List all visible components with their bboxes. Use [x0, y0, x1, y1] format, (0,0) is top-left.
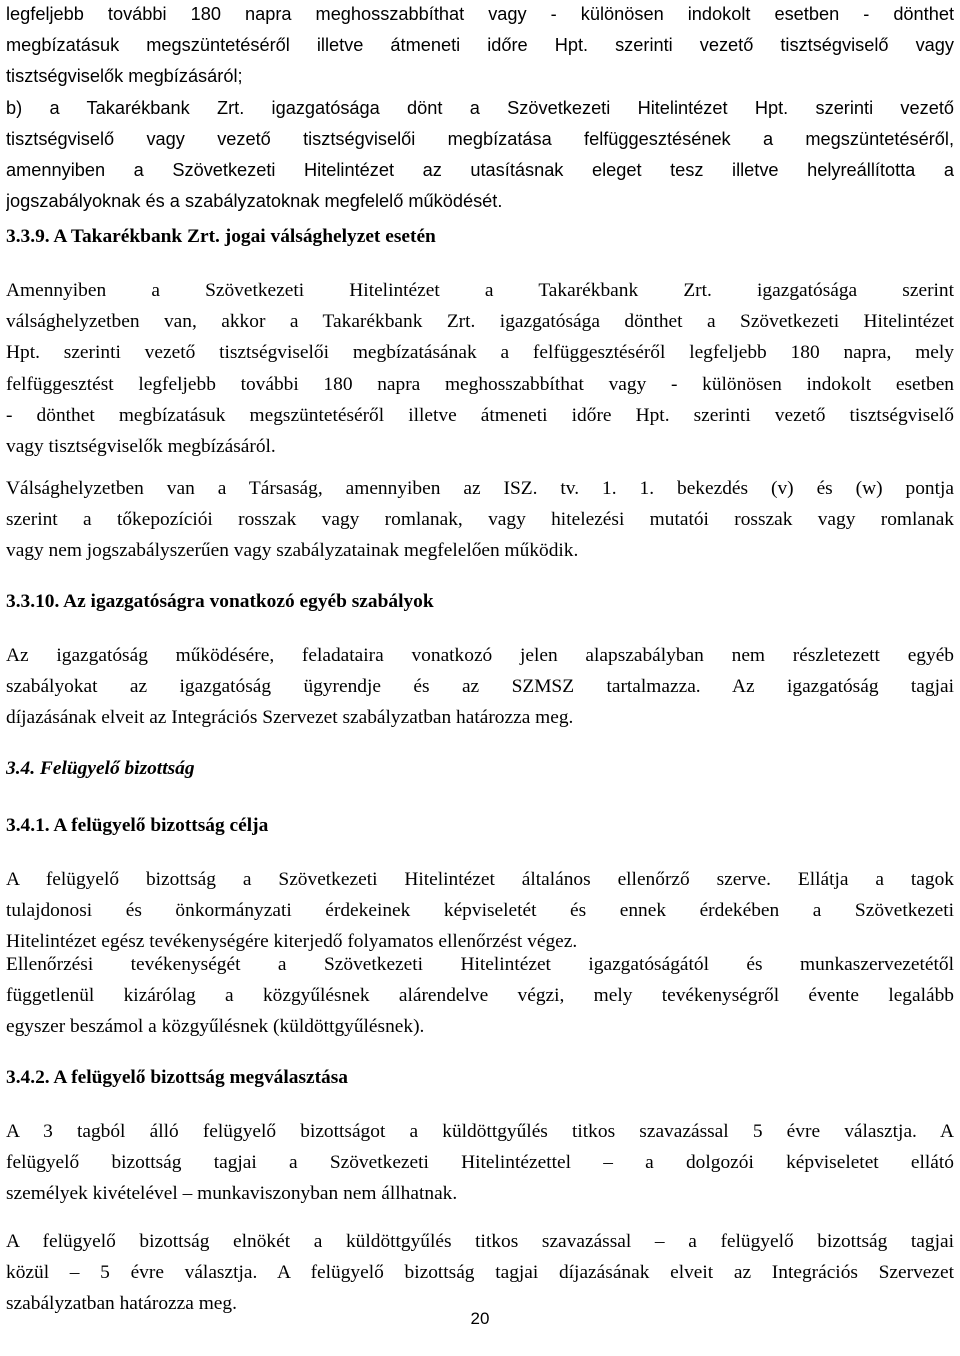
text-line: Válsághelyzetben van a Társaság, amennyiben az ISZ. tv. 1. 1. bekezdés (v) és (w) pontja	[6, 478, 954, 499]
text-line: amennyiben a Szövetkezeti Hitelintézet az utasításnak eleget tesz illetve helyreállította a	[6, 159, 954, 180]
text-line: Hitelintézet egész tevékenységére kiterjedő folyamatos ellenőrzést végez.	[6, 931, 578, 953]
text-line: személyek kivételével – munkaviszonyban nem állhatnak.	[6, 1183, 458, 1205]
text-line: szabályokat az igazgatóság ügyrendje és az SZMSZ tartalmazza. Az igazgatóság tagjai	[6, 676, 954, 698]
text-line: A 3 tagból álló felügyelő bizottságot a küldöttgyűlés titkos szavazással 5 évre választja. A	[6, 1121, 954, 1142]
text-line: A felügyelő bizottság a Szövetkezeti Hitelintézet általános ellenőrző szerve. Ellátja a tagok	[6, 869, 954, 890]
text-line: b) a Takarékbank Zrt. igazgatósága dönt a Szövetkezeti Hitelintézet Hpt. szerinti vezető	[6, 97, 954, 118]
text-line: A felügyelő bizottság elnökét a küldöttgyűlés titkos szavazással – a felügyelő bizottság tagjai	[6, 1231, 954, 1252]
text-line: megbízatásuk megszüntetéséről illetve átmeneti időre Hpt. szerinti vezető tisztségviselő vagy	[6, 35, 954, 56]
section-heading-3-4-2: 3.4.2. A felügyelő bizottság megválasztása	[6, 1067, 348, 1088]
paragraph-supervisory-independence	[6, 949, 954, 1043]
text-line: vagy tisztségviselők megbízásáról.	[6, 435, 276, 457]
text-line: tisztségviselők megbízásáról;	[6, 66, 243, 87]
text-line: szerint a tőkepozíciói rosszak vagy romlanak, vagy hitelezési mutatói rosszak vagy romlanak	[6, 509, 954, 531]
text-line: válsághelyzetben van, akkor a Takarékbank Zrt. igazgatósága dönthet a Szövetkezeti Hitelintézet	[6, 311, 954, 333]
text-line: Amennyiben a Szövetkezeti Hitelintézet a Takarékbank Zrt. igazgatósága szerint	[6, 280, 954, 301]
text-line: felügyelő bizottság tagjai a Szövetkezeti Hitelintézettel – a dolgozói képviseletet ellátó	[6, 1152, 954, 1174]
section-heading-3-3-10: 3.3.10. Az igazgatóságra vonatkozó egyéb szabályok	[6, 591, 434, 612]
paragraph-chair-election	[6, 1226, 954, 1320]
paragraph-crisis-rights	[6, 275, 954, 462]
text-line: Ellenőrzési tevékenységét a Szövetkezeti Hitelintézet igazgatóságától és munkaszervezetétől	[6, 954, 954, 975]
paragraph-supervisory-purpose	[6, 864, 954, 958]
text-line: legfeljebb további 180 napra meghosszabbíthat vagy - különösen indokolt esetben - dönthet	[6, 4, 954, 24]
text-line: egyszer beszámol a közgyűlésnek (küldöttgyűlésnek).	[6, 1016, 425, 1038]
paragraph-election	[6, 1116, 954, 1210]
text-line: szabályzatban határozza meg.	[6, 1293, 237, 1315]
section-heading-3-4: 3.4. Felügyelő bizottság	[6, 758, 195, 779]
text-line: díjazásának elveit az Integrációs Szervezet szabályzatban határozza meg.	[6, 707, 574, 729]
page-number: 20	[470, 1309, 490, 1328]
text-line: - dönthet megbízatásuk megszüntetéséről illetve átmeneti időre Hpt. szerinti vezető tisztségviselő	[6, 404, 954, 426]
section-heading-3-3-9: 3.3.9. A Takarékbank Zrt. jogai válsághelyzet esetén	[6, 226, 436, 247]
text-line: tisztségviselő vagy vezető tisztségviselői megbízatása felfüggesztésének a megszüntetéséről,	[6, 128, 954, 149]
text-line: Az igazgatóság működésére, feladataira vonatkozó jelen alapszabályban nem részletezett egyéb	[6, 645, 954, 666]
text-line: függetlenül kizárólag a közgyűlésnek alárendelve végzi, mely tevékenységről évente legalább	[6, 985, 954, 1007]
paragraph-crisis-definition	[6, 473, 954, 567]
text-line: felfüggesztést legfeljebb további 180 napra meghosszabbíthat vagy - különösen indokolt esetben	[6, 373, 954, 395]
text-line: tulajdonosi és önkormányzati érdekeinek képviseletét és ennek érdekében a Szövetkezeti	[6, 900, 954, 922]
text-line: Hpt. szerinti vezető tisztségviselői megbízatásának a felfüggesztéséről legfeljebb 180 napra, mely	[6, 342, 954, 364]
text-line: vagy nem jogszabályszerűen vagy szabályzatainak megfelelően működik.	[6, 540, 579, 562]
section-heading-3-4-1: 3.4.1. A felügyelő bizottság célja	[6, 815, 269, 836]
paragraph-intro	[6, 0, 954, 217]
paragraph-other-rules	[6, 640, 954, 734]
text-line: jogszabályoknak és a szabályzatoknak megfelelő működését.	[6, 191, 503, 212]
text-line: közül – 5 évre választja. A felügyelő bizottság tagjai díjazásának elveit az Integrációs Szervezet	[6, 1262, 954, 1284]
